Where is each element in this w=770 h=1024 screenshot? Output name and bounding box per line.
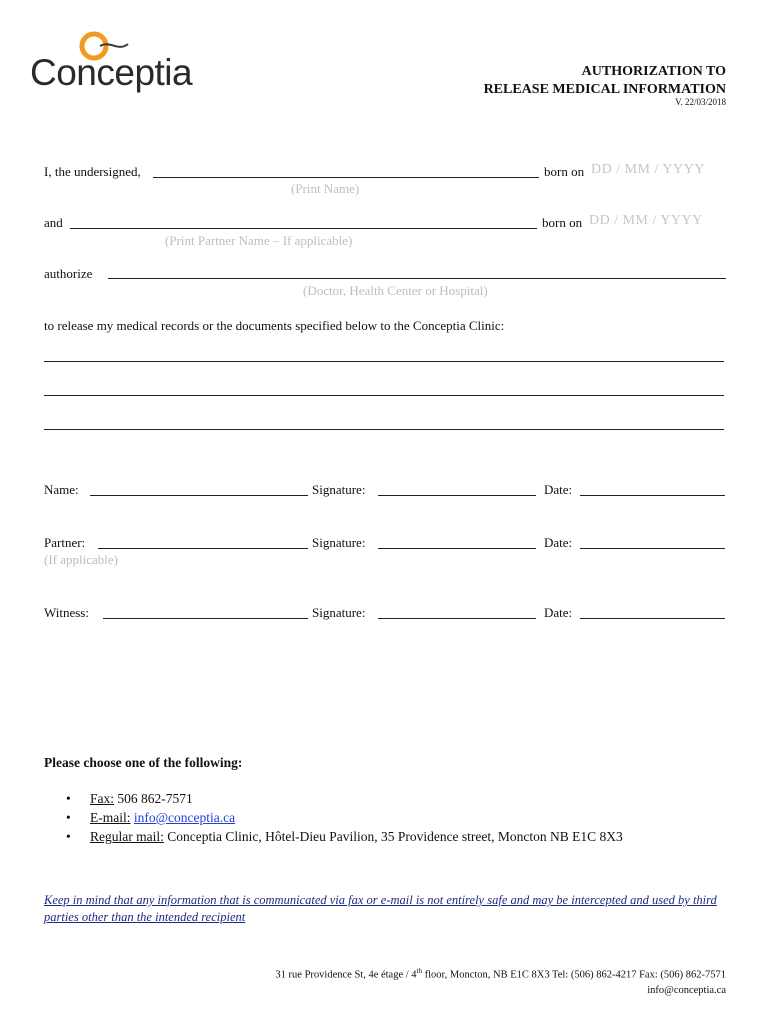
- title-line-1: AUTHORIZATION TO: [581, 64, 726, 79]
- signature-field[interactable]: [378, 495, 536, 496]
- documents-line-2[interactable]: [44, 395, 724, 396]
- partner-name-hint: (Print Partner Name – If applicable): [165, 233, 353, 248]
- footer: [275, 964, 726, 998]
- signature-label: Signature:: [312, 482, 366, 497]
- option-email[interactable]: [44, 808, 744, 827]
- date-label: Date:: [544, 482, 573, 497]
- partner-label: Partner:: [44, 535, 86, 550]
- name-label: Name:: [44, 482, 79, 497]
- partner-hint: (If applicable): [44, 552, 118, 567]
- undersigned-label: I, the undersigned,: [44, 164, 141, 179]
- witness-date-label: Date:: [544, 605, 573, 620]
- partner-date-label: Date:: [544, 535, 573, 550]
- regular-mail-value: Conceptia Clinic, Hôtel-Dieu Pavilion, 35 Providence street, Moncton NB E1C 8X3: [167, 829, 623, 844]
- version-number: V. 22/03/2018: [675, 97, 726, 107]
- partner-date-field[interactable]: [580, 548, 725, 549]
- authorize-hint: (Doctor, Health Center or Hospital): [303, 283, 488, 298]
- partner-field[interactable]: [98, 548, 308, 549]
- email-label: E-mail:: [90, 810, 131, 825]
- options-list: [44, 789, 744, 846]
- bullet-icon: •: [66, 810, 71, 825]
- document-title: [484, 63, 726, 99]
- authorize-label: authorize: [44, 266, 93, 281]
- partner-name-field[interactable]: [70, 228, 537, 229]
- witness-field[interactable]: [103, 618, 308, 619]
- birthdate-field[interactable]: DD / MM / YYYY: [591, 162, 705, 177]
- witness-date-field[interactable]: [580, 618, 725, 619]
- print-name-hint: (Print Name): [291, 181, 360, 196]
- footer-email: info@conceptia.ca: [647, 984, 726, 996]
- fax-value: 506 862-7571: [117, 791, 193, 806]
- partner-born-on-label: born on: [542, 215, 583, 230]
- option-fax[interactable]: [44, 789, 744, 808]
- witness-signature-label: Signature:: [312, 605, 366, 620]
- title-line-2: RELEASE MEDICAL INFORMATION: [483, 82, 726, 97]
- logo-wordmark: Conceptia: [30, 52, 193, 93]
- email-link[interactable]: info@conceptia.ca: [133, 810, 236, 825]
- documents-line-1[interactable]: [44, 361, 724, 362]
- born-on-label: born on: [544, 164, 585, 179]
- and-label: and: [44, 215, 63, 230]
- witness-label: Witness:: [44, 605, 89, 620]
- options-heading: Please choose one of the following:: [44, 755, 243, 770]
- partner-signature-field[interactable]: [378, 548, 536, 549]
- option-regular-mail[interactable]: [44, 827, 744, 846]
- footer-address: 31 rue Providence St, 4e étage / 4th floor, Moncton, NB E1C 8X3 Tel: (506) 862-4217 Fax: (506) 862-7571: [275, 967, 726, 981]
- documents-line-3[interactable]: [44, 429, 724, 430]
- regular-mail-label: Regular mail:: [90, 829, 164, 844]
- authorize-field[interactable]: [108, 278, 726, 279]
- fax-label: Fax:: [90, 791, 115, 806]
- bullet-icon: •: [66, 829, 71, 844]
- security-warning: Keep in mind that any information that is communicated via fax or e-mail is not entirely safe and may be intercepted and used by third parties other than the intended recipient: [44, 893, 717, 924]
- partner-signature-label: Signature:: [312, 535, 366, 550]
- date-field[interactable]: [580, 495, 725, 496]
- witness-signature-field[interactable]: [378, 618, 536, 619]
- bullet-icon: •: [66, 791, 71, 806]
- name-field[interactable]: [90, 495, 308, 496]
- partner-birthdate-field[interactable]: DD / MM / YYYY: [589, 213, 703, 228]
- print-name-field[interactable]: [153, 177, 539, 178]
- release-instruction: to release my medical records or the documents specified below to the Conceptia Clinic:: [44, 318, 505, 333]
